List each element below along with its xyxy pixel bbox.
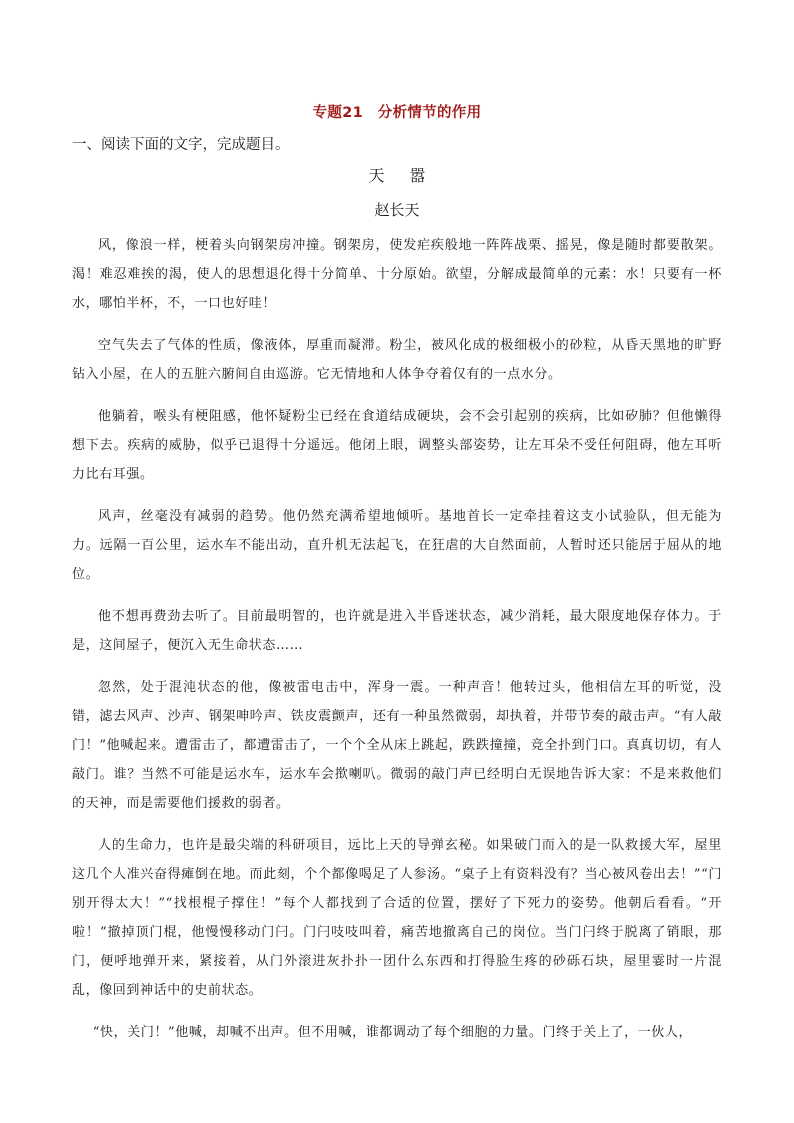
story-paragraph-6: 忽然，处于混沌状态的他，像被雷电击中，浑身一震。一种声音！他转过头，他相信左耳的听觉，没错，滤去风声、沙声、钢架呻吟声、铁皮震颤声，还有一种虽然微弱，却执着，并带节奏的敲击声。“有人敲门！”他喊起来。遭雷击了，都遭雷击了，一个个全从床上跳起，跌跌撞撞，竞全扑到门口。真真切切，有人敲门。谁？当然不可能是运水车，运水车会揿喇叭。微弱的敲门声已经明白无误地告诉大家：不是来救他们的天神，而是需要他们援救的弱者。 bbox=[72, 680, 722, 811]
story-paragraph-3: 他躺着，喉头有梗阻感，他怀疑粉尘已经在食道结成硬块，会不会引起别的疾病，比如矽肺？但他懒得想下去。疾病的威胁，似乎已退得十分遥远。他闭上眼，调整头部姿势，让左耳朵不受任何阻碍，他左耳听力比右耳强。 bbox=[72, 409, 722, 482]
story-body bbox=[72, 231, 722, 1060]
story-paragraph-7: 人的生命力，也许是最尖端的科研项目，远比上天的导弹玄秘。如果破门而入的是一队救援大军，屋里这几个人准兴奋得瘫倒在地。而此刻，个个都像喝足了人参汤。“桌子上有资料没有？当心被风卷出去！”“门别开得太大！”“找根棍子撑住！”每个人都找到了合适的位置，摆好了下死力的姿势。他朝后看看。“开啦！”撤掉顶门棍，他慢慢移动门闩。门闩吱吱叫着，痛苦地撤离自己的岗位。当门闩终于脱离了销眼，那门，便呼地弹开来，紧接着，从门外滚进灰扑扑一团什么东西和打得脸生疼的砂砾石块，屋里霎时一片混乱，像回到神话中的史前状态。 bbox=[72, 838, 722, 998]
story-paragraph-8: “快，关门！”他喊，却喊不出声。但不用喊，谁都调动了每个细胞的力量。门终于关上了，一伙人， bbox=[92, 1025, 693, 1040]
story-paragraph-1: 风，像浪一样，梗着头向钢架房冲撞。钢架房，使发疟疾般地一阵阵战栗、摇晃，像是随时都要散架。渴！难忍难挨的渴，使人的思想退化得十分简单、十分原始。欲望，分解成最简单的元素：水！只要有一杯水，哪怕半杯，不，一口也好哇！ bbox=[72, 238, 722, 311]
story-paragraph-4: 风声，丝毫没有减弱的趋势。他仍然充满希望地倾听。基地首长一定牵挂着这支小试验队，但无能为力。远隔一百公里，运水车不能出动，直升机无法起飞，在狂虐的大自然面前，人暂时还只能居于屈从的地位。 bbox=[72, 509, 722, 582]
topic-title: 专题21 分析情节的作用 bbox=[312, 105, 482, 121]
story-paragraph-2: 空气失去了气体的性质，像液体，厚重而凝滞。粉尘，被风化成的极细极小的砂粒，从昏天黑地的旷野钻入小屋，在人的五脏六腑间自由巡游。它无情地和人体争夺着仅有的一点水分。 bbox=[72, 338, 722, 382]
story-author: 赵长天 bbox=[374, 201, 420, 219]
reading-instruction: 一、阅读下面的文字，完成题目。 bbox=[72, 137, 290, 153]
story-title: 天 嚣 bbox=[368, 166, 436, 185]
story-paragraph-5: 他不想再费劲去听了。目前最明智的，也许就是进入半昏迷状态，减少消耗，最大限度地保存体力。于是，这间屋子，便沉入无生命状态…… bbox=[72, 609, 722, 653]
